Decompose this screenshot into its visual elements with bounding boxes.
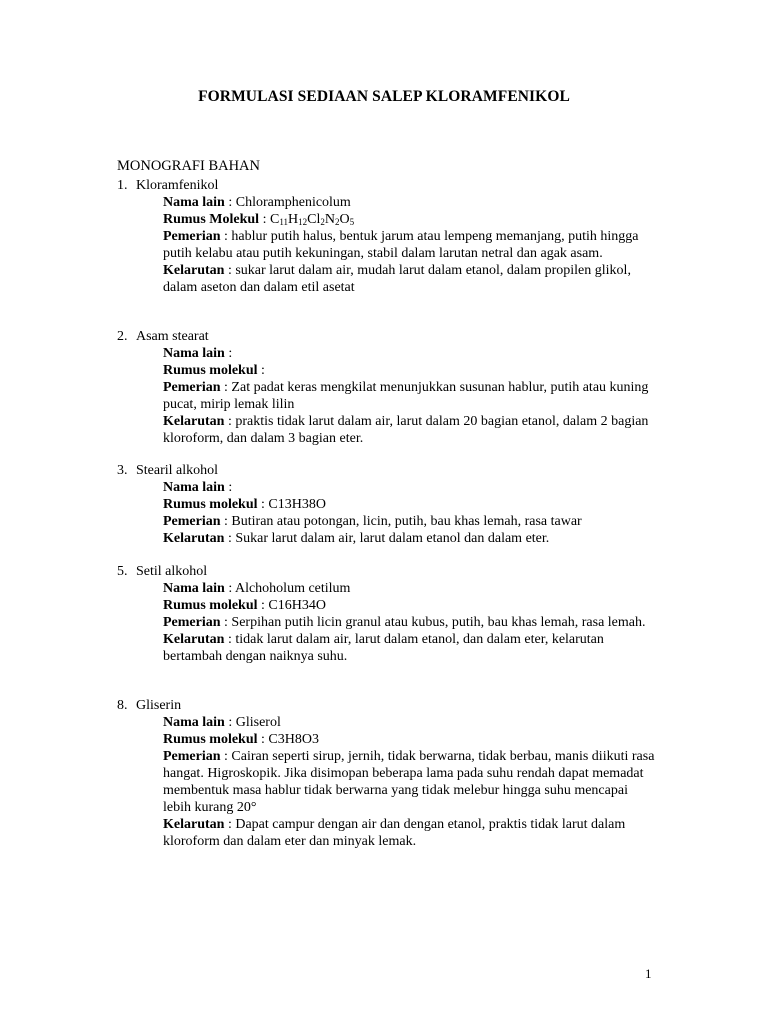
- field-value: Chloramphenicolum: [235, 195, 351, 210]
- field-label: Kelarutan: [163, 632, 225, 647]
- item-heading: [117, 462, 657, 479]
- field-label: Pemerian: [163, 514, 221, 529]
- field-value: Butiran atau potongan, licin, putih, bau khas lemah, rasa tawar: [231, 514, 582, 529]
- field-value: Alchoholum cetilum: [234, 581, 351, 596]
- field-pemerian: Pemerian : Zat padat keras mengkilat menunjukkan susunan hablur, putih atau kuning pucat, mirip lemak lilin: [163, 380, 649, 412]
- field-label: Pemerian: [163, 615, 221, 630]
- field-rumus-molekul: Rumus molekul : C13H38O: [163, 497, 326, 512]
- field-nama-lain: Nama lain : Alchoholum cetilum: [163, 581, 351, 596]
- field-kelarutan: Kelarutan : Sukar larut dalam air, larut dalam etanol dan dalam eter.: [163, 531, 550, 546]
- field-nama-lain: Nama lain :: [163, 480, 233, 495]
- field-nama-lain: Nama lain : Chloramphenicolum: [163, 195, 351, 210]
- field-label: Kelarutan: [163, 263, 225, 278]
- field-label: Rumus molekul: [163, 497, 258, 512]
- field-kelarutan: Kelarutan : sukar larut dalam air, mudah larut dalam etanol, dalam propilen glikol, dalam aseton dan dalam etil asetat: [163, 263, 631, 295]
- field-label: Pemerian: [163, 749, 221, 764]
- field-value: Zat padat keras mengkilat menunjukkan susunan hablur, putih atau kuning pucat, mirip lemak lilin: [163, 380, 649, 412]
- list-item-stearil-alkohol: [117, 462, 657, 547]
- item-heading: [117, 177, 657, 194]
- field-value: Sukar larut dalam air, larut dalam etanol dan dalam eter.: [235, 531, 550, 546]
- field-pemerian: Pemerian : Cairan seperti sirup, jernih, tidak berwarna, tidak berbau, manis diikuti rasa hangat. Higroskopik. Jika disimopan beberapa lama pada suhu rendah dapat memadat membentuk masa hablur tidak berwarna yang tidak melebur hingga suhu mencapai lebih kurang 20°: [163, 749, 655, 815]
- field-value: Gliserol: [235, 715, 281, 730]
- field-label: Pemerian: [163, 380, 221, 395]
- field-rumus-molekul: Rumus Molekul : $C_{11}H_{12}Cl_2N_2O_5$: [163, 212, 355, 227]
- field-rumus-molekul: Rumus molekul : C16H34O: [163, 598, 326, 613]
- list-item-gliserin: [117, 697, 657, 850]
- item-heading: [117, 563, 657, 580]
- field-value: C3H8O3: [268, 732, 319, 747]
- field-pemerian: Pemerian : hablur putih halus, bentuk jarum atau lempeng memanjang, putih hingga putih kelabu atau putih kekuningan, stabil dalam larutan netral dan agak asam.: [163, 229, 639, 261]
- page-number: 1: [645, 966, 652, 981]
- field-kelarutan: Kelarutan : Dapat campur dengan air dan dengan etanol, praktis tidak larut dalam kloroform dan dalam eter dan minyak lemak.: [163, 817, 626, 849]
- field-rumus-molekul: Rumus molekul :: [163, 363, 265, 378]
- field-label: Nama lain: [163, 195, 225, 210]
- field-label: Rumus Molekul: [163, 212, 260, 227]
- item-number: 3.: [117, 463, 128, 478]
- list-item-asam-stearat: [117, 328, 657, 447]
- item-heading: [117, 697, 657, 714]
- chemical-formula: $C_{11}H_{12}Cl_2N_2O_5$: [269, 212, 355, 227]
- field-label: Nama lain: [163, 346, 225, 361]
- field-value: C13H38O: [268, 497, 326, 512]
- field-rumus-molekul: Rumus molekul : C3H8O3: [163, 732, 319, 747]
- field-label: Nama lain: [163, 480, 225, 495]
- list-item-setil-alkohol: [117, 563, 657, 665]
- field-pemerian: Pemerian : Serpihan putih licin granul atau kubus, putih, bau khas lemah, rasa lemah.: [163, 615, 646, 630]
- field-kelarutan: Kelarutan : praktis tidak larut dalam air, larut dalam 20 bagian etanol, dalam 2 bagian kloroform, dan dalam 3 bagian eter.: [163, 414, 649, 446]
- field-value: Dapat campur dengan air dan dengan etanol, praktis tidak larut dalam kloroform dan dalam eter dan minyak lemak.: [163, 817, 626, 849]
- field-label: Pemerian: [163, 229, 221, 244]
- field-label: Kelarutan: [163, 817, 225, 832]
- item-number: 8.: [117, 698, 128, 713]
- item-name: Gliserin: [136, 698, 182, 713]
- field-label: Kelarutan: [163, 414, 225, 429]
- item-number: 2.: [117, 329, 128, 344]
- field-pemerian: Pemerian : Butiran atau potongan, licin, putih, bau khas lemah, rasa tawar: [163, 514, 582, 529]
- item-name: Setil alkohol: [136, 564, 208, 579]
- item-name: Asam stearat: [136, 329, 209, 344]
- field-label: Nama lain: [163, 715, 225, 730]
- list-item-kloramfenikol: [117, 177, 657, 296]
- field-label: Rumus molekul: [163, 363, 258, 378]
- field-value: C16H34O: [268, 598, 326, 613]
- field-value: Cairan seperti sirup, jernih, tidak berwarna, tidak berbau, manis diikuti rasa hangat. Higroskopik. Jika disimopan beberapa lama pada suhu rendah dapat memadat membentuk masa hablur tidak berwarna yang tidak melebur hingga suhu mencapai lebih kurang 20°: [163, 749, 655, 815]
- field-label: Rumus molekul: [163, 732, 258, 747]
- item-number: 5.: [117, 564, 128, 579]
- field-value: praktis tidak larut dalam air, larut dalam 20 bagian etanol, dalam 2 bagian kloroform, dan dalam 3 bagian eter.: [163, 414, 649, 446]
- document-title: FORMULASI SEDIAAN SALEP KLORAMFENIKOL: [198, 88, 570, 105]
- item-heading: [117, 328, 657, 345]
- field-value: tidak larut dalam air, larut dalam etanol, dan dalam eter, kelarutan bertambah dengan naiknya suhu.: [163, 632, 604, 664]
- field-label: Kelarutan: [163, 531, 225, 546]
- item-name: Kloramfenikol: [136, 178, 219, 193]
- field-value: hablur putih halus, bentuk jarum atau lempeng memanjang, putih hingga putih kelabu atau putih kekuningan, stabil dalam larutan netral dan agak asam.: [163, 229, 639, 261]
- item-number: 1.: [117, 178, 128, 193]
- field-nama-lain: Nama lain : Gliserol: [163, 715, 281, 730]
- field-value: Serpihan putih licin granul atau kubus, putih, bau khas lemah, rasa lemah.: [231, 615, 646, 630]
- field-value: sukar larut dalam air, mudah larut dalam etanol, dalam propilen glikol, dalam aseton dan dalam etil asetat: [163, 263, 631, 295]
- item-name: Stearil alkohol: [136, 463, 219, 478]
- field-nama-lain: Nama lain :: [163, 346, 233, 361]
- section-heading: MONOGRAFI BAHAN: [117, 158, 260, 174]
- field-kelarutan: Kelarutan : tidak larut dalam air, larut dalam etanol, dan dalam eter, kelarutan bertambah dengan naiknya suhu.: [163, 632, 604, 664]
- field-label: Rumus molekul: [163, 598, 258, 613]
- field-label: Nama lain: [163, 581, 225, 596]
